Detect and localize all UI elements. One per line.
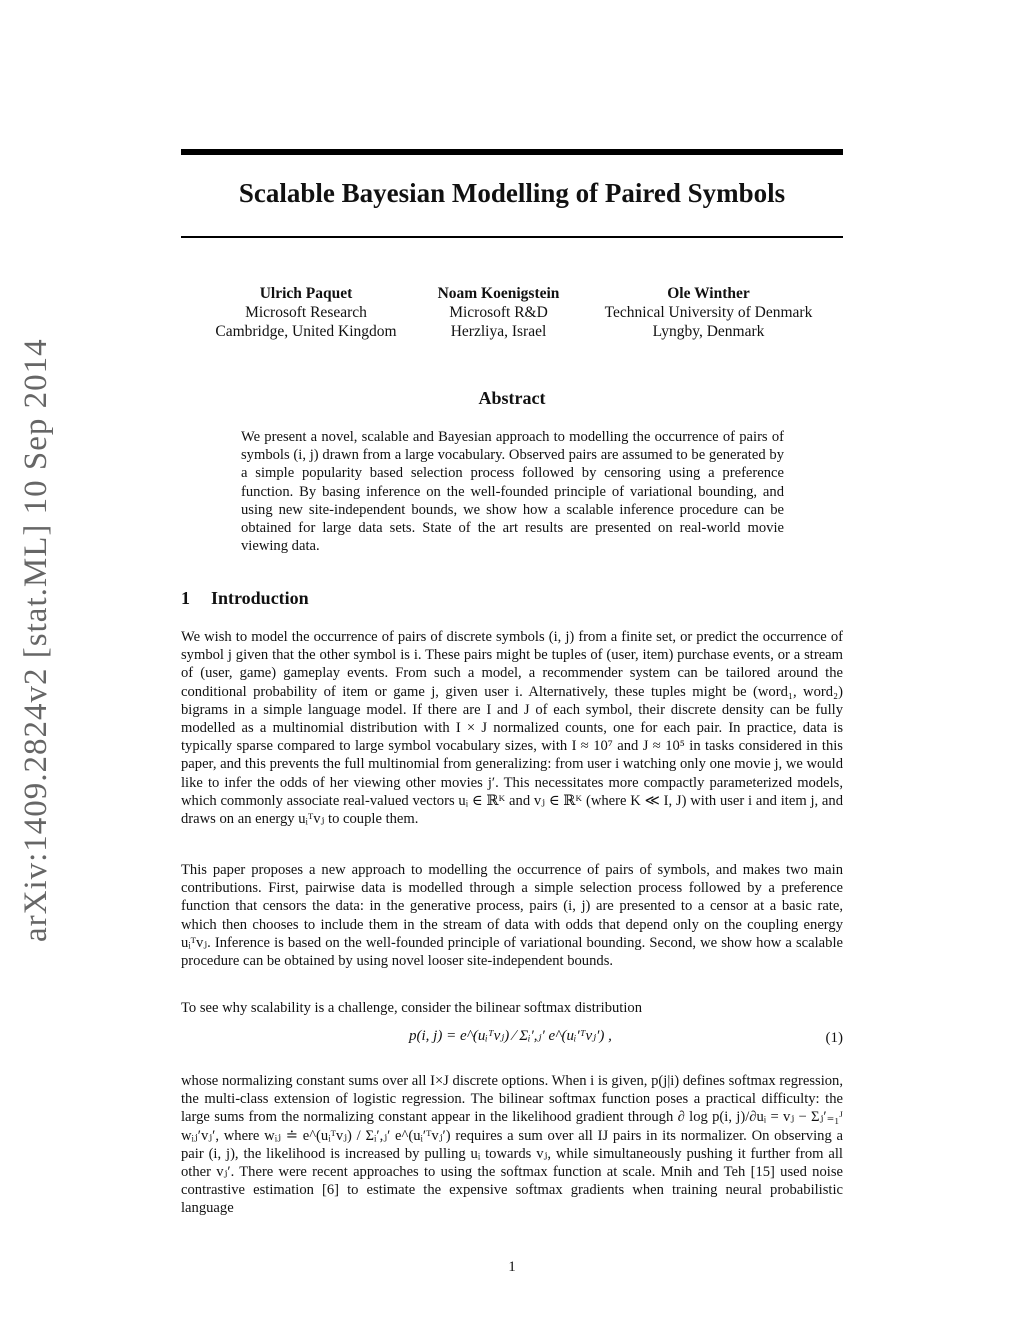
author-affiliation: Technical University of Denmark bbox=[604, 304, 813, 321]
paragraph-4: whose normalizing constant sums over all I×J discrete options. When i is given, p(j|i) defines softmax regression, the multi-class extension of logistic regression. The bilinear softmax function poses a practical difficulty: the large sums from the normalizing constant appear in the likelihood gradient through ∂ log p(i, j)/∂uᵢ = vⱼ − Σⱼ′₌₁ᴶ wᵢⱼ′vⱼ′, where wᵢⱼ ≐ e^(uᵢᵀvⱼ) / Σᵢ′,ⱼ′ e^(uᵢ′ᵀvⱼ′) requires a sum over all IJ pairs in its normalizer. On observing a pair (i, j), the likelihood is increased by pulling uᵢ towards vⱼ, while simultaneously pushing it further from all other vⱼ′. There were recent approaches to using the softmax function at scale. Mnih and Teh [15] used noise contrastive estimation [6] to estimate the expensive softmax gradients when training neural probabilistic language bbox=[181, 1073, 843, 1217]
author-location: Cambridge, United Kingdom bbox=[215, 323, 397, 340]
section-heading bbox=[181, 588, 309, 609]
author-affiliation: Microsoft R&D bbox=[449, 304, 548, 321]
author-location: Herzliya, Israel bbox=[450, 323, 547, 340]
equation-1 bbox=[181, 1024, 843, 1068]
author-name: Ole Winther bbox=[667, 285, 750, 302]
author-affiliation: Microsoft Research bbox=[245, 304, 367, 321]
paragraph-1: We wish to model the occurrence of pairs of discrete symbols (i, j) from a finite set, or predict the occurrence of symbol j given that the other symbol is i. These pairs might be tuples of (user, item) purchase events, or a stream of (user, game) gameplay events. From such a model, a recommender system can be tailored around the conditional probability of item or game j, given user i. Alternatively, these tuples might be (word₁, word₂) bigrams in a simple language model. If there are I and J of each symbol, their discrete density can be fully modelled as a multinomial distribution with I × J normalized counts, one for each pair. In practice, data is typically sparse compared to large symbol vocabulary sizes, with I ≈ 10⁷ and J ≈ 10⁵ in tasks considered in this paper, and this prevents the full multinomial from generalizing: from user i watching only one movie j, we would like to infer the odds of her viewing other movies j′. This necessitates more compactly parameterized models, which commonly associate real-valued vectors uᵢ ∈ ℝᴷ and vⱼ ∈ ℝᴷ (where K ≪ I, J) with user i and item j, and draws on an energy uᵢᵀvⱼ to couple them. bbox=[181, 629, 843, 828]
paragraph-3: To see why scalability is a challenge, consider the bilinear softmax distribution bbox=[181, 1000, 642, 1016]
author-1 bbox=[191, 284, 421, 341]
title-rule-top bbox=[181, 149, 843, 155]
title-rule-bottom bbox=[181, 236, 843, 238]
paragraph-2: This paper proposes a new approach to modelling the occurrence of pairs of symbols, and makes two main contributions. First, pairwise data is modelled through a simple selection process followed by a preference function that censors the data: in the generative process, pairs (i, j) are presented to a censor at a basic rate, which then chooses to include them in the stream of data with odds that depend only on the coupling energy uᵢᵀvⱼ. Inference is based on the well-founded principle of variational bounding. Second, we show how a scalable procedure can be obtained by using novel looser site-independent bounds. bbox=[181, 862, 843, 970]
author-3 bbox=[586, 284, 831, 341]
section-title: Introduction bbox=[211, 588, 309, 608]
author-location: Lyngby, Denmark bbox=[652, 323, 765, 340]
abstract-heading: Abstract bbox=[478, 388, 546, 408]
equation-number: (1) bbox=[825, 1030, 843, 1046]
paper-title: Scalable Bayesian Modelling of Paired Symbols bbox=[238, 178, 786, 208]
section-number: 1 bbox=[181, 588, 190, 608]
equation-expression: p(i, j) = e^(uᵢᵀvⱼ) ∕ Σᵢ′,ⱼ′ e^(uᵢ′ᵀvⱼ′) , bbox=[409, 1028, 612, 1044]
arxiv-identifier: arXiv:1409.2824v2 [stat.ML] 10 Sep 2014 bbox=[18, 338, 54, 942]
author-name: Ulrich Paquet bbox=[259, 285, 353, 302]
author-2 bbox=[416, 284, 581, 341]
page-number: 1 bbox=[508, 1259, 516, 1275]
author-name: Noam Koenigstein bbox=[437, 285, 560, 302]
abstract-text: We present a novel, scalable and Bayesian approach to modelling the occurrence of pairs of symbols (i, j) drawn from a large vocabulary. Observed pairs are assumed to be generated by a simple popularity based selection process followed by censoring using a preference function. By basing inference on the well-founded principle of variational bounding, and using new site-independent bounds, we show how a scalable inference procedure can be obtained for large data sets. State of the art results are presented on real-world movie viewing data. bbox=[241, 429, 784, 555]
